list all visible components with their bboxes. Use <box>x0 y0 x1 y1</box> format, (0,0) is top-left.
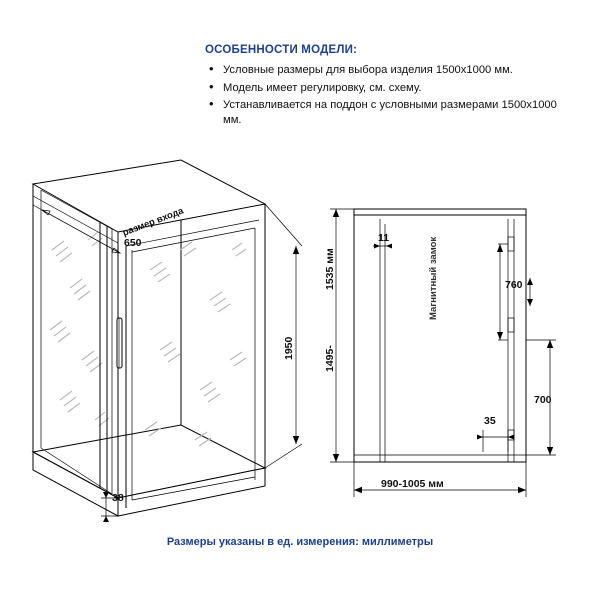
list-item: • Устанавливается на поддон с условными размерами 1500x1000 мм. <box>205 98 575 127</box>
list-item: • Условные размеры для выбора изделия 1500x1000 мм. <box>205 63 575 78</box>
height-range: 1495- <box>324 345 336 372</box>
width-value: 990-1005 мм <box>381 478 444 490</box>
door-handle <box>117 318 122 368</box>
lower-height-dimension <box>526 340 556 455</box>
shower-tray <box>33 425 265 516</box>
adjustment-arrow <box>527 278 533 306</box>
glass-hatch-right <box>145 242 246 446</box>
height-primary: 1535 мм <box>324 248 336 290</box>
gap-value: 11 <box>378 232 390 244</box>
height-dimension <box>265 204 302 468</box>
offset-value: 35 <box>484 415 496 427</box>
lower-height: 700 <box>534 394 552 406</box>
front-elevation <box>324 209 556 497</box>
magnetic-lock-label: Магнитный замок <box>428 236 439 320</box>
isometric-enclosure <box>33 160 302 522</box>
features-title: ОСОБЕННОСТИ МОДЕЛИ: <box>205 44 358 56</box>
width-dimension <box>354 462 526 497</box>
base-value: 38 <box>112 492 124 504</box>
left-height-dimension <box>324 209 354 462</box>
height-value: 1950 <box>283 336 295 360</box>
footer-note: Размеры указаны в ед. измерения: миллиметры <box>166 536 434 548</box>
entrance-value: 650 <box>124 237 142 249</box>
entrance-label: размер входа <box>121 205 186 239</box>
list-item: • Модель имеет регулировку, см. схему. <box>205 81 575 96</box>
lock-height: 760 <box>505 279 523 291</box>
